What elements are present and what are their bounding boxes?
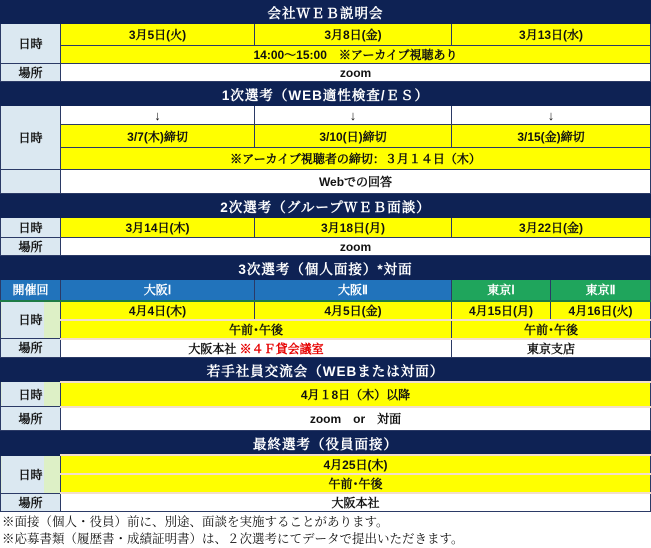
round-header-tokyo2: 東京Ⅱ — [551, 280, 651, 301]
down-arrow-icon: ↓ — [255, 106, 452, 125]
row-label-round: 開催回 — [1, 280, 61, 301]
row-label-datetime: 日時 — [1, 106, 61, 170]
place-cell: 大阪本社 — [61, 493, 651, 512]
footnotes — [0, 512, 648, 548]
date-cell: 3月22日(金) — [452, 218, 651, 238]
round-header-osaka2: 大阪Ⅱ — [255, 280, 452, 301]
row-label-datetime: 日時 — [1, 455, 61, 493]
place-cell: zoom — [61, 238, 651, 256]
section-employee-meetup — [0, 358, 651, 432]
section-title: 1次選考（WEB適性検査/ＥＳ） — [1, 83, 651, 106]
section-title: 2次選考（グループＷＥＢ面談） — [1, 195, 651, 218]
date-cell: 4月5日(金) — [255, 301, 452, 320]
date-cell: 3月14日(木) — [61, 218, 255, 238]
place-cell: zoom — [61, 64, 651, 82]
row-label-datetime: 日時 — [1, 301, 61, 339]
ampm-cell-tokyo: 午前･午後 — [452, 320, 651, 339]
place-cell-tokyo: 東京支店 — [452, 339, 651, 358]
place-cell: zoom or 対面 — [61, 407, 651, 431]
answer-method-cell: Webでの回答 — [61, 170, 651, 194]
section-final-screening — [0, 431, 651, 512]
section-second-screening — [0, 194, 651, 256]
row-label-place: 場所 — [1, 339, 61, 358]
row-label-empty — [1, 170, 61, 194]
down-arrow-icon: ↓ — [61, 106, 255, 125]
row-label-datetime: 日時 — [1, 382, 61, 407]
down-arrow-icon: ↓ — [452, 106, 651, 125]
date-cell: 3月18日(月) — [255, 218, 452, 238]
round-header-osaka1: 大阪Ⅰ — [61, 280, 255, 301]
ampm-cell-osaka: 午前･午後 — [61, 320, 452, 339]
date-cell: 3月8日(金) — [255, 24, 452, 46]
place-cell-osaka — [61, 339, 452, 358]
time-note-cell: 14:00～15:00 ※アーカイブ視聴あり — [61, 46, 651, 64]
place-osaka-note: ※４Ｆ貸会議室 — [239, 341, 324, 356]
footnote-interview: ※面接（個人・役員）前に、別途、面談を実施することがあります。 — [2, 515, 389, 529]
archive-deadline-cell: ※アーカイブ視聴者の締切：３月１４日（木） — [61, 148, 651, 170]
date-cell: 4月１8日（木）以降 — [61, 382, 651, 407]
deadline-cell: 3/7(木)締切 — [61, 125, 255, 148]
section-title: 若手社員交流会（WEBまたは対面） — [1, 358, 651, 382]
round-header-tokyo1: 東京Ⅰ — [452, 280, 551, 301]
row-label-datetime: 日時 — [1, 24, 61, 64]
date-cell: 4月16日(火) — [551, 301, 651, 320]
section-title: 最終選考（役員面接） — [1, 432, 651, 456]
row-label-place: 場所 — [1, 493, 61, 512]
section-title: 3次選考（個人面接）*対面 — [1, 257, 651, 280]
deadline-cell: 3/10(日)締切 — [255, 125, 452, 148]
section-web-briefing — [0, 0, 651, 82]
deadline-cell: 3/15(金)締切 — [452, 125, 651, 148]
row-label-place: 場所 — [1, 64, 61, 82]
row-label-place: 場所 — [1, 238, 61, 256]
date-cell: 4月4日(木) — [61, 301, 255, 320]
section-third-screening — [0, 256, 651, 358]
section-first-screening — [0, 82, 651, 194]
ampm-cell: 午前･午後 — [61, 474, 651, 493]
date-cell: 4月25日(木) — [61, 455, 651, 474]
footnote-documents: ※応募書類（履歴書・成績証明書）は、２次選考にてデータで提出いただきます。 — [2, 532, 464, 546]
date-cell: 3月5日(火) — [61, 24, 255, 46]
date-cell: 4月15日(月) — [452, 301, 551, 320]
date-cell: 3月13日(水) — [452, 24, 651, 46]
place-osaka-text: 大阪本社 — [188, 341, 237, 356]
row-label-datetime: 日時 — [1, 218, 61, 238]
section-title: 会社ＷＥＢ説明会 — [1, 1, 651, 24]
row-label-place: 場所 — [1, 407, 61, 431]
